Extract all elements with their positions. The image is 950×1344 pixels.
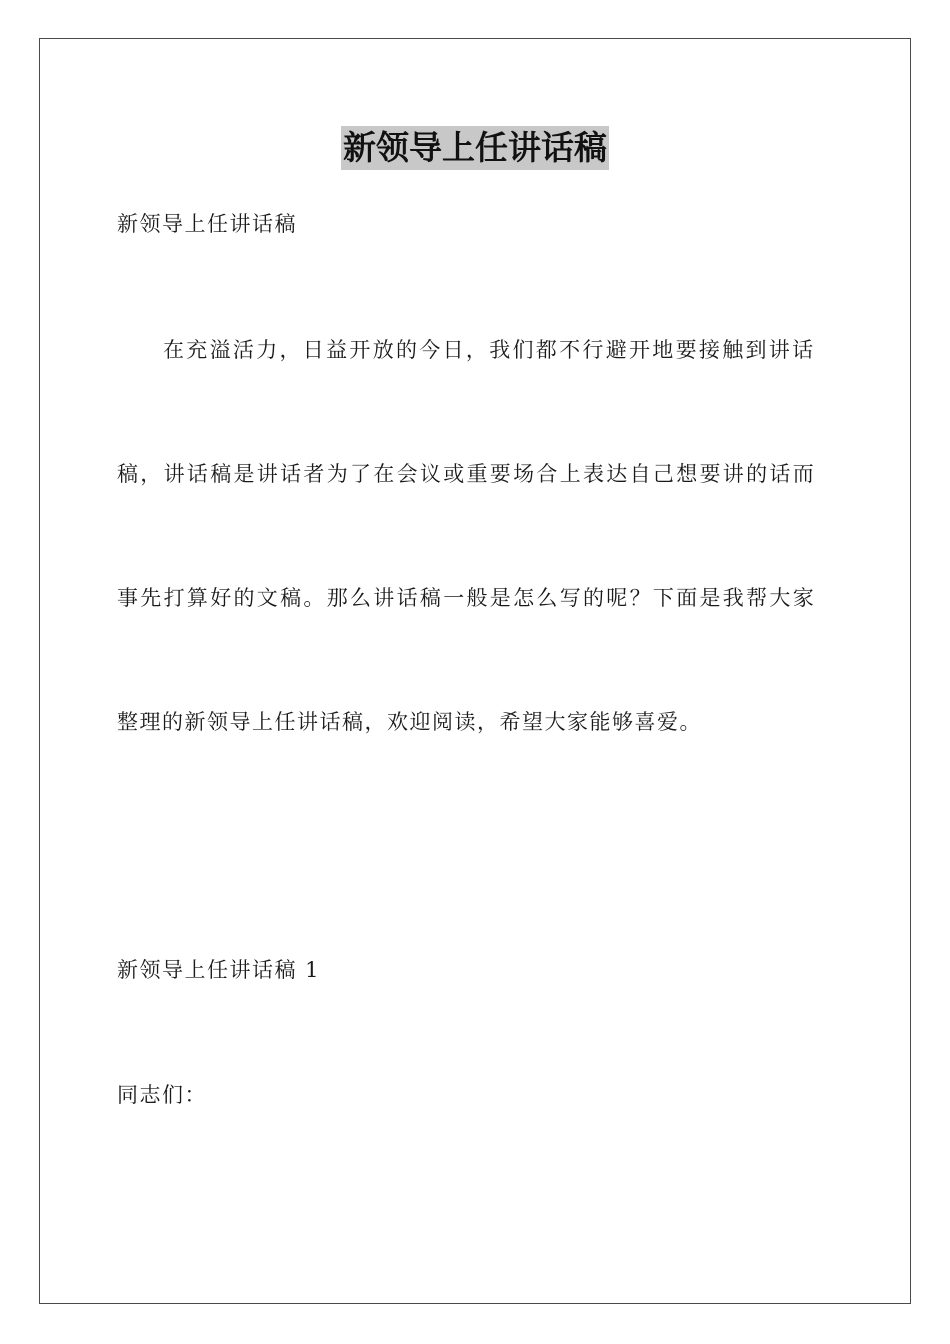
document-title: 新领导上任讲话稿 (341, 126, 609, 170)
intro-line-3: 事先打算好的文稿。那么讲话稿一般是怎么写的呢？下面是我帮大家 (117, 586, 816, 610)
intro-line-1: 在充溢活力，日益开放的今日，我们都不行避开地要接触到讲话 (163, 338, 816, 362)
title-container (0, 126, 950, 170)
intro-line-2: 稿，讲话稿是讲话者为了在会议或重要场合上表达自己想要讲的话而 (117, 462, 816, 486)
section-heading: 新领导上任讲话稿 1 (117, 958, 321, 982)
document-subtitle: 新领导上任讲话稿 (117, 212, 297, 236)
intro-line-4: 整理的新领导上任讲话稿，欢迎阅读，希望大家能够喜爱。 (117, 710, 702, 734)
salutation: 同志们： (117, 1083, 207, 1107)
